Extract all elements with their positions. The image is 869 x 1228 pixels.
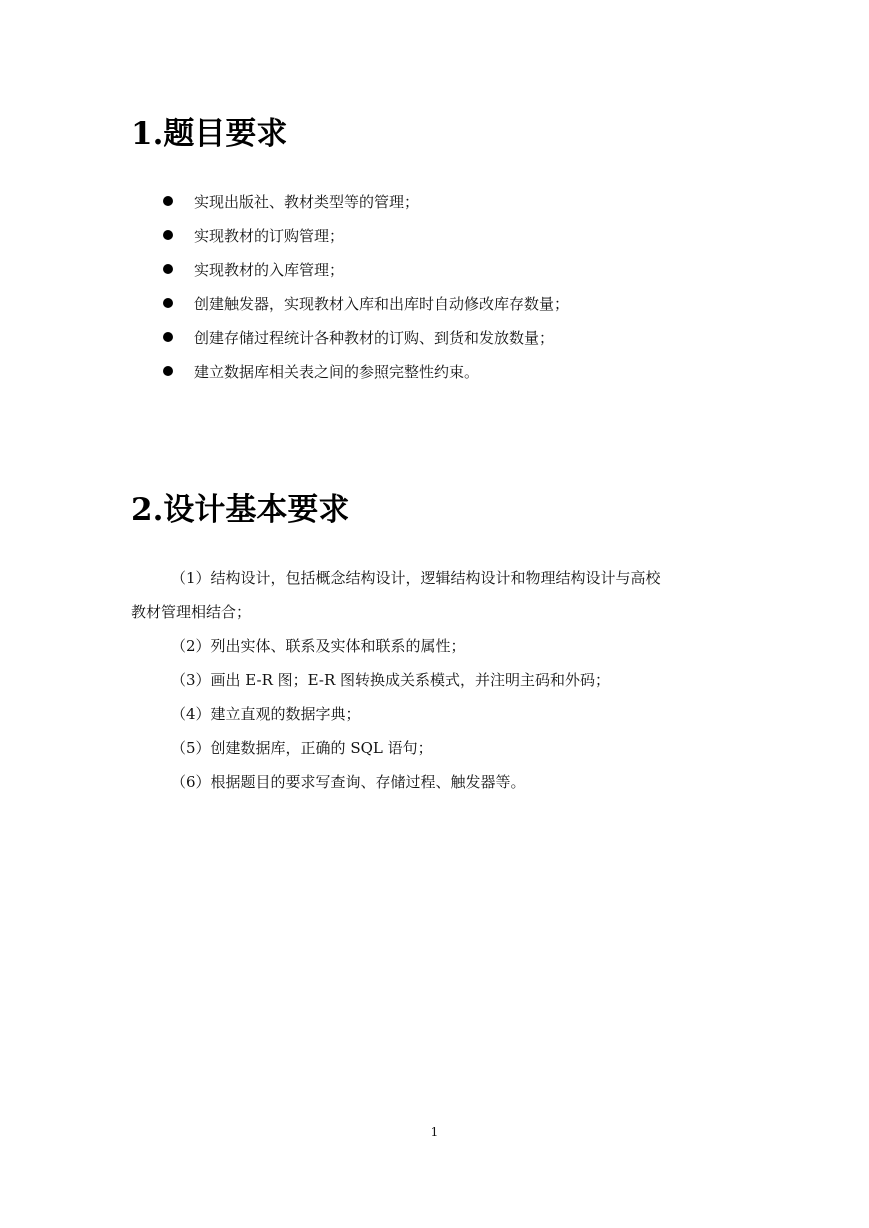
bullet-list-item [163, 320, 569, 354]
design-requirement-paragraph: （1）结构设计，包括概念结构设计，逻辑结构设计和物理结构设计与高校 [171, 569, 661, 587]
page-number: 1 [430, 1125, 439, 1139]
design-requirement-continuation: 教材管理相结合； [131, 603, 252, 621]
bullet-text: 实现出版社、教材类型等的管理； [194, 192, 420, 211]
bullet-dot-icon [163, 196, 173, 206]
design-requirement-paragraph: （4）建立直观的数据字典； [171, 705, 361, 723]
design-requirement-paragraph: （2）列出实体、联系及实体和联系的属性； [171, 637, 466, 655]
bullet-dot-icon [163, 230, 173, 240]
bullet-dot-icon [163, 332, 173, 342]
design-requirement-paragraph: （5）创建数据库，正确的 SQL 语句； [171, 739, 433, 757]
bullet-text: 创建存储过程统计各种教材的订购、到货和发放数量； [194, 328, 555, 347]
bullet-list-item [163, 354, 569, 388]
requirements-bullet-list [163, 184, 569, 388]
bullet-text: 实现教材的订购管理； [194, 226, 345, 245]
bullet-text: 建立数据库相关表之间的参照完整性约束。 [194, 362, 480, 381]
design-requirement-paragraph: （3）画出 E-R 图；E-R 图转换成关系模式，并注明主码和外码； [171, 671, 611, 689]
bullet-list-item [163, 286, 569, 320]
bullet-list-item [163, 184, 569, 218]
design-requirement-paragraph: （6）根据题目的要求写查询、存储过程、触发器等。 [171, 773, 526, 791]
bullet-text: 实现教材的入库管理； [194, 260, 345, 279]
section2-heading: 2.设计基本要求 [131, 492, 350, 528]
bullet-dot-icon [163, 366, 173, 376]
bullet-dot-icon [163, 298, 173, 308]
bullet-list-item [163, 218, 569, 252]
bullet-list-item [163, 252, 569, 286]
bullet-text: 创建触发器，实现教材入库和出库时自动修改库存数量； [194, 294, 570, 313]
section1-heading: 1.题目要求 [131, 116, 288, 152]
bullet-dot-icon [163, 264, 173, 274]
